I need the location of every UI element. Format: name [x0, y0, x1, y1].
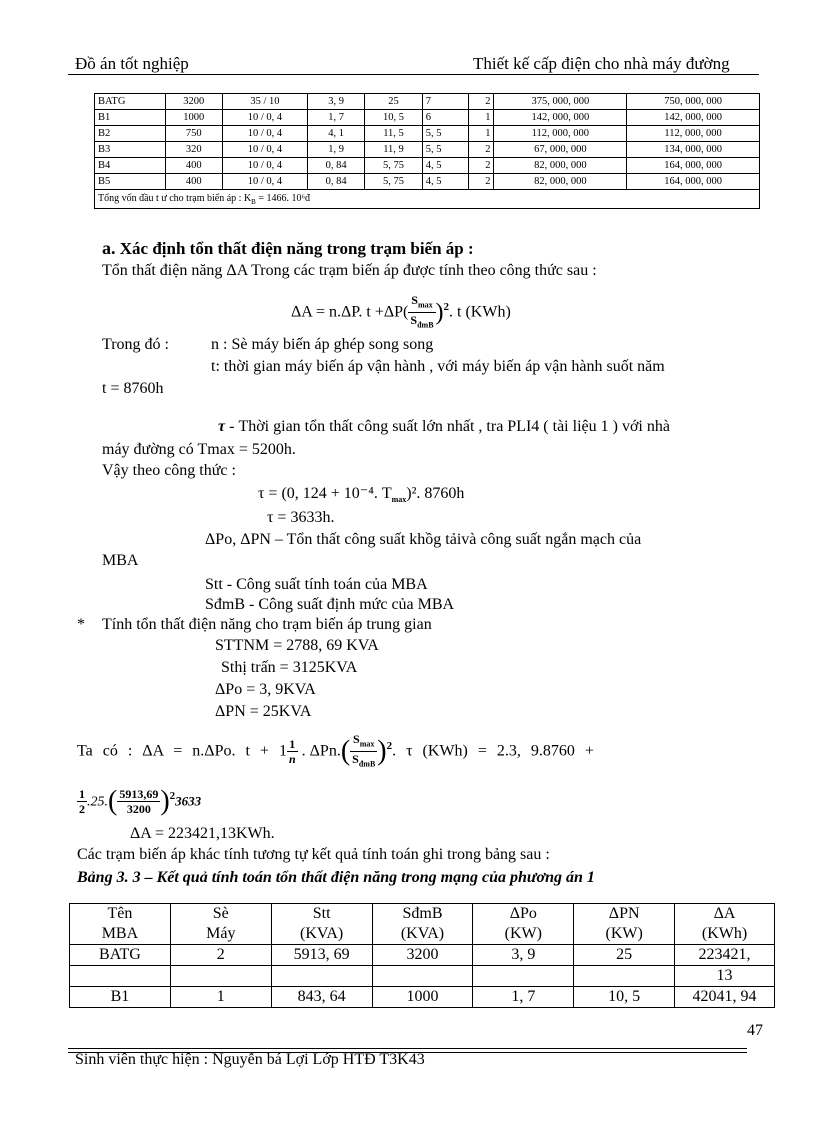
table1-cell: 10 / 0, 4 — [222, 110, 307, 126]
header-line-2: (KVA) — [400, 925, 445, 942]
header-rule — [68, 74, 759, 75]
header-line-2: (KW) — [504, 925, 542, 942]
table1-cell: 164, 000, 000 — [627, 174, 760, 190]
table2-cell: 3200 — [372, 945, 473, 966]
total-value: = 1466. 10⁶đ — [255, 192, 310, 204]
formula-den: S — [410, 313, 418, 328]
table2-cell: BATG — [70, 945, 171, 966]
table1-row — [95, 142, 760, 158]
table1-cell: 82, 000, 000 — [494, 174, 627, 190]
table1-cell: 10 / 0, 4 — [222, 126, 307, 142]
table1-cell: 3200 — [165, 94, 222, 110]
table1-cell: 1, 9 — [307, 142, 364, 158]
table1-cell: 82, 000, 000 — [494, 158, 627, 174]
other-stations: Các trạm biến áp khác tính tương tự kết quả tính toán ghi trong bảng sau : — [77, 846, 550, 863]
dp-definition: ΔPo, ΔPN – Tổn thất công suất khồg tảivà công suất ngắn mạch của — [205, 531, 642, 548]
header-line-1: Tên — [107, 905, 133, 922]
table1-cell: 400 — [165, 158, 222, 174]
header-line-1: SđmB — [402, 905, 443, 922]
table1-total-row — [95, 190, 760, 209]
table1-cell: 25 — [365, 94, 422, 110]
table1-cell: 1 — [469, 110, 494, 126]
calc-frac-num: 1 — [287, 737, 298, 752]
table1-total — [95, 190, 760, 209]
table2-cell: 3, 9 — [473, 945, 574, 966]
total-sub: B — [251, 197, 256, 206]
formula-num-sub: max — [417, 300, 433, 310]
table1-row — [95, 158, 760, 174]
page-number: 47 — [747, 1022, 763, 1039]
formula-right: . t (KWh) — [449, 303, 511, 321]
header-line-1: ΔPo — [509, 905, 537, 922]
table1-cell: 2 — [469, 94, 494, 110]
dp-definition-cont: MBA — [102, 552, 139, 569]
table2-header-cell — [675, 904, 775, 945]
header-line-2: (KWh) — [701, 925, 748, 942]
tau-definition — [218, 417, 670, 437]
table2-cell: 13 — [675, 966, 775, 987]
table1-cell: 2 — [469, 174, 494, 190]
calc-inner-frac: $\frac{S_{max}}{S_{đmB}}$ — [352, 731, 376, 769]
footer-rule-1 — [68, 1048, 747, 1049]
header-left: Đồ án tốt nghiệp — [75, 54, 189, 73]
table1-cell: B4 — [95, 158, 166, 174]
table1-cell: 67, 000, 000 — [494, 142, 627, 158]
s-ttnm: STTNM = 2788, 69 KVA — [215, 637, 379, 654]
table2-cell: B1 — [70, 987, 171, 1008]
table2-header-cell — [473, 904, 574, 945]
formula-exp: 2 — [443, 301, 450, 313]
formula-den-sub: đmB — [417, 320, 434, 330]
table1-cell: 4, 1 — [307, 126, 364, 142]
section-intro: Tổn thất điện năng ΔA Trong các trạm biến áp được tính theo công thức sau : — [102, 262, 597, 279]
table1-cell: 5, 5 — [422, 126, 469, 142]
where-label: Trong đó : — [102, 336, 169, 353]
table1-cell: 4, 5 — [422, 174, 469, 190]
table1-cell: 142, 000, 000 — [494, 110, 627, 126]
table1-cell: 2 — [469, 142, 494, 158]
section-label: a. — [102, 238, 116, 258]
table1-cell: 2 — [469, 158, 494, 174]
table2-cell: 10, 5 — [574, 987, 675, 1008]
formula-fraction — [408, 293, 435, 333]
table2-header-row — [70, 904, 775, 945]
investment-table — [94, 93, 760, 209]
calc-mid: . ΔPn. — [301, 742, 341, 760]
tau-formula-sub: max — [391, 495, 407, 505]
formula-num: S — [411, 292, 418, 307]
header-line-1: ΔA — [713, 905, 736, 922]
table1-cell: 750, 000, 000 — [627, 94, 760, 110]
table2-row — [70, 945, 775, 966]
table1-cell: 320 — [165, 142, 222, 158]
tau-formula — [258, 484, 464, 510]
table1-cell: 164, 000, 000 — [627, 158, 760, 174]
table1-cell: B1 — [95, 110, 166, 126]
header-line-1: Stt — [312, 905, 331, 922]
table1-cell: BATG — [95, 94, 166, 110]
table1-cell: 10 / 0, 4 — [222, 142, 307, 158]
calc-frac-den: n — [288, 752, 296, 767]
footer-text: Sinh viên thực hiện : Nguyễn bá Lợi Lớp HTĐ T3K43 — [75, 1051, 425, 1068]
table1-cell: 0, 84 — [307, 174, 364, 190]
table2-cell — [70, 966, 171, 987]
table1-cell: 11, 9 — [365, 142, 422, 158]
table2-cell: 5913, 69 — [271, 945, 372, 966]
loss-table — [69, 903, 775, 1008]
table1-cell: B3 — [95, 142, 166, 158]
by-formula: Vậy theo công thức : — [102, 462, 236, 479]
calc-line-1: Ta có : ΔA = n.ΔPo. t + 1 $\frac{1}{n}$ . ΔPn.( $\frac{S_{max}}{S_{đmB}}$ )$^2$. τ (KWh) = 2.3, 9.8760 + — [77, 722, 767, 776]
table1-row — [95, 110, 760, 126]
formula-main: ΔA = n.ΔP. t +ΔP( $\frac{S_{max}}{S_{đmB}}$ )$^2$. t (KWh) — [291, 287, 511, 333]
section-a-heading — [102, 238, 474, 259]
header-line-2: (KVA) — [299, 925, 344, 942]
mid-voltage-title: Tính tổn thất điện năng cho trạm biến áp trung gian — [102, 616, 432, 633]
bullet: * — [77, 616, 85, 633]
table2-cell: 1, 7 — [473, 987, 574, 1008]
calc2-den: 2 — [79, 802, 85, 817]
table1-cell: 750 — [165, 126, 222, 142]
table1-cell: 6 — [422, 110, 469, 126]
total-label: Tổng vốn đầu t ư cho trạm biến áp : K — [98, 192, 252, 204]
table1-cell: 142, 000, 000 — [627, 110, 760, 126]
table1-cell: 35 / 10 — [222, 94, 307, 110]
calc-end: . τ (KWh) = 2.3, 9.8760 + — [392, 742, 594, 760]
table1-row — [95, 126, 760, 142]
table1-cell: B5 — [95, 174, 166, 190]
header-line-1: Sè — [212, 905, 229, 922]
table2-cell: 42041, 94 — [675, 987, 775, 1008]
stt-definition: Stt - Công suất tính toán của MBA — [205, 576, 428, 593]
table1-cell: 11, 5 — [365, 126, 422, 142]
sdm-definition: SđmB - Công suất định mức của MBA — [205, 596, 455, 613]
table2-cell — [372, 966, 473, 987]
table2-cell: 1 — [170, 987, 271, 1008]
table2-header-cell — [70, 904, 171, 945]
table1-cell: 5, 5 — [422, 142, 469, 158]
calc2-frac — [77, 787, 87, 816]
formula-left: ΔA = n.ΔP. t +ΔP( — [291, 303, 409, 321]
table1-cell: B2 — [95, 126, 166, 142]
table2-header-cell — [574, 904, 675, 945]
table1-cell: 5, 75 — [365, 174, 422, 190]
header-line-2: (KW) — [605, 925, 643, 942]
table1-cell: 4, 5 — [422, 158, 469, 174]
table2-header-cell — [372, 904, 473, 945]
calc-line-2: $\frac{1}{2}$ .25.( $\frac{5913,69}{3200}$ )$^2$3633 — [79, 785, 202, 817]
table1-row — [95, 94, 760, 110]
table1-cell: 0, 84 — [307, 158, 364, 174]
calc-line-start: Ta có : ΔA = n.ΔPo. t + 1 — [77, 742, 287, 760]
table1-cell: 5, 75 — [365, 158, 422, 174]
calc-frac — [287, 737, 298, 766]
table1-cell: 1, 7 — [307, 110, 364, 126]
calc-result: ΔA = 223421,13KWh. — [130, 825, 275, 842]
table1-cell: 112, 000, 000 — [494, 126, 627, 142]
table1-cell: 112, 000, 000 — [627, 126, 760, 142]
s-thitran: Sthị trấn = 3125KVA — [221, 659, 358, 676]
calc2-end: 3633 — [175, 793, 202, 809]
table2-cell: 2 — [170, 945, 271, 966]
table1-cell: 7 — [422, 94, 469, 110]
t-value: t = 8760h — [102, 380, 164, 397]
header-right: Thiết kế cấp điện cho nhà máy đường — [473, 54, 730, 73]
tau-formula-end: )². 8760h — [406, 485, 465, 502]
table1-cell: 1 — [469, 126, 494, 142]
table2-cell: 25 — [574, 945, 675, 966]
calc2-inner-den: 3200 — [126, 802, 151, 817]
table1-cell: 134, 000, 000 — [627, 142, 760, 158]
t-definition: t: thời gian máy biến áp vận hành , với máy biến áp vận hành suốt năm — [211, 358, 665, 375]
table1-cell: 1000 — [165, 110, 222, 126]
n-definition: n : Sè máy biến áp ghép song song — [211, 336, 434, 353]
table2-cell — [473, 966, 574, 987]
dpo-value: ΔPo = 3, 9KVA — [215, 681, 316, 698]
table1-cell: 10 / 0, 4 — [222, 174, 307, 190]
table1-cell: 375, 000, 000 — [494, 94, 627, 110]
calc2-inner-num: 5913,69 — [119, 787, 159, 802]
header-line-2: Máy — [206, 925, 236, 942]
table2-header-cell — [170, 904, 271, 945]
calc2-inner-frac — [117, 787, 160, 816]
tau-definition-cont: máy đường có Tmax = 5200h. — [102, 441, 296, 458]
section-title: Xác định tổn thất điện năng trong trạm biến áp : — [119, 239, 474, 258]
table2-caption: Bảng 3. 3 – Kết quả tính toán tổn thất điện năng trong mạng của phương án 1 — [77, 869, 595, 886]
table2-cell — [271, 966, 372, 987]
tau-def-text: - Thời gian tổn thất công suất lớn nhất , tra PLI4 ( tài liệu 1 ) với nhà — [225, 418, 670, 435]
table1-row — [95, 174, 760, 190]
tau-result: τ = 3633h. — [267, 509, 335, 526]
calc2-num: 1 — [79, 787, 85, 802]
calc2-mid: .25. — [87, 794, 108, 810]
table2-header-cell — [271, 904, 372, 945]
table1-cell: 400 — [165, 174, 222, 190]
table2-cell: 1000 — [372, 987, 473, 1008]
table2-row — [70, 987, 775, 1008]
table2-cell — [574, 966, 675, 987]
table2-cell: 843, 64 — [271, 987, 372, 1008]
header-line-2: MBA — [101, 925, 139, 942]
tau-formula-text: τ = (0, 124 + 10⁻⁴. T — [258, 485, 392, 502]
table2-cell — [170, 966, 271, 987]
dpn-value: ΔPN = 25KVA — [215, 703, 312, 720]
table1-cell: 10 / 0, 4 — [222, 158, 307, 174]
header-line-1: ΔPN — [608, 905, 640, 922]
tau-symbol: τ — [218, 418, 226, 435]
table2-cell: 223421, — [675, 945, 775, 966]
table1-cell: 3, 9 — [307, 94, 364, 110]
table1-cell: 10, 5 — [365, 110, 422, 126]
table2-row — [70, 966, 775, 987]
